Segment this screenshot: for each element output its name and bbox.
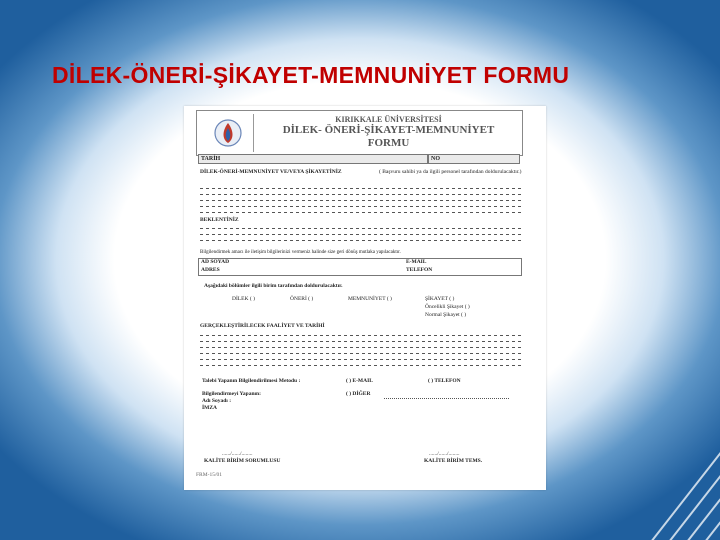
address-label: ADRES — [201, 267, 220, 273]
quality-rep: KALİTE BİRİM TEMS. — [424, 458, 483, 464]
university-name: KIRIKKALE ÜNİVERSİTESİ — [335, 115, 442, 124]
form-code: FRM-15/01 — [196, 472, 222, 478]
option-normal: Normal Şikayet ( ) — [425, 312, 467, 318]
form-title-line1: DİLEK- ÖNERİ-ŞİKAYET-MEMNUNİYET — [282, 124, 495, 136]
unit-note: Aşağıdaki bölümler ilgili birim tarafından doldurulacaktır. — [204, 283, 343, 289]
date-dots-left: ....../....../........ — [222, 451, 253, 457]
university-logo-icon — [203, 114, 254, 152]
form-image — [184, 106, 546, 490]
date-field — [198, 154, 428, 164]
method-phone: ( ) TELEFON — [428, 378, 461, 384]
method-email: ( ) E-MAIL — [346, 378, 373, 384]
phone-label: TELEFON — [406, 267, 433, 273]
informant-label: Bilgilendirmeyi Yapanın: — [202, 391, 261, 397]
form-header — [196, 110, 523, 156]
date-label: TARİH — [201, 156, 221, 162]
form-title-line2: FORMU — [367, 137, 410, 149]
name-label: AD SOYAD — [201, 259, 230, 265]
option-sikayet: ŞİKAYET ( ) — [425, 296, 455, 302]
email-label: E-MAIL — [406, 259, 427, 265]
contact-box — [198, 258, 522, 276]
section1-title: DİLEK-ÖNERİ-MEMNUNİYET VE/VEYA ŞİKAYETİNİZ — [200, 169, 342, 175]
no-field — [428, 154, 520, 164]
decorative-stripes — [610, 280, 720, 540]
activities-label: GERÇEKLEŞTİRİLECEK FAALİYET VE TARİHİ — [200, 323, 325, 329]
option-priority: Öncelikli Şikayet ( ) — [425, 304, 470, 310]
expectations-label: BEKLENTİNİZ — [200, 217, 239, 223]
info-note: Bilgilendirmek amacı ile iletişim bilgilerinizi vermeniz halinde size geri dönüş mutlaka yapılacaktır. — [200, 250, 401, 255]
option-dilek: DİLEK ( ) — [232, 296, 255, 302]
section1-note: ( Başvuru sahibi ya da ilgili personel tarafından doldurulacaktır.) — [379, 169, 522, 175]
slide-title: DİLEK-ÖNERİ-ŞİKAYET-MEMNUNİYET FORMU — [52, 62, 570, 88]
date-dots-right: ....../....../........ — [429, 451, 460, 457]
signature-label: İMZA — [202, 405, 217, 411]
method-other: ( ) DİĞER — [346, 391, 371, 397]
no-label: NO — [431, 156, 440, 162]
option-oneri: ÖNERİ ( ) — [290, 296, 314, 302]
option-memnuniyet: MEMNUNİYET ( ) — [348, 296, 392, 302]
method-label: Talebi Yapanın Bilgilendirilmesi Metodu : — [202, 378, 301, 384]
quality-head: KALİTE BİRİM SORUMLUSU — [204, 458, 281, 464]
name-surname-label: Adı Soyadı : — [202, 398, 232, 404]
